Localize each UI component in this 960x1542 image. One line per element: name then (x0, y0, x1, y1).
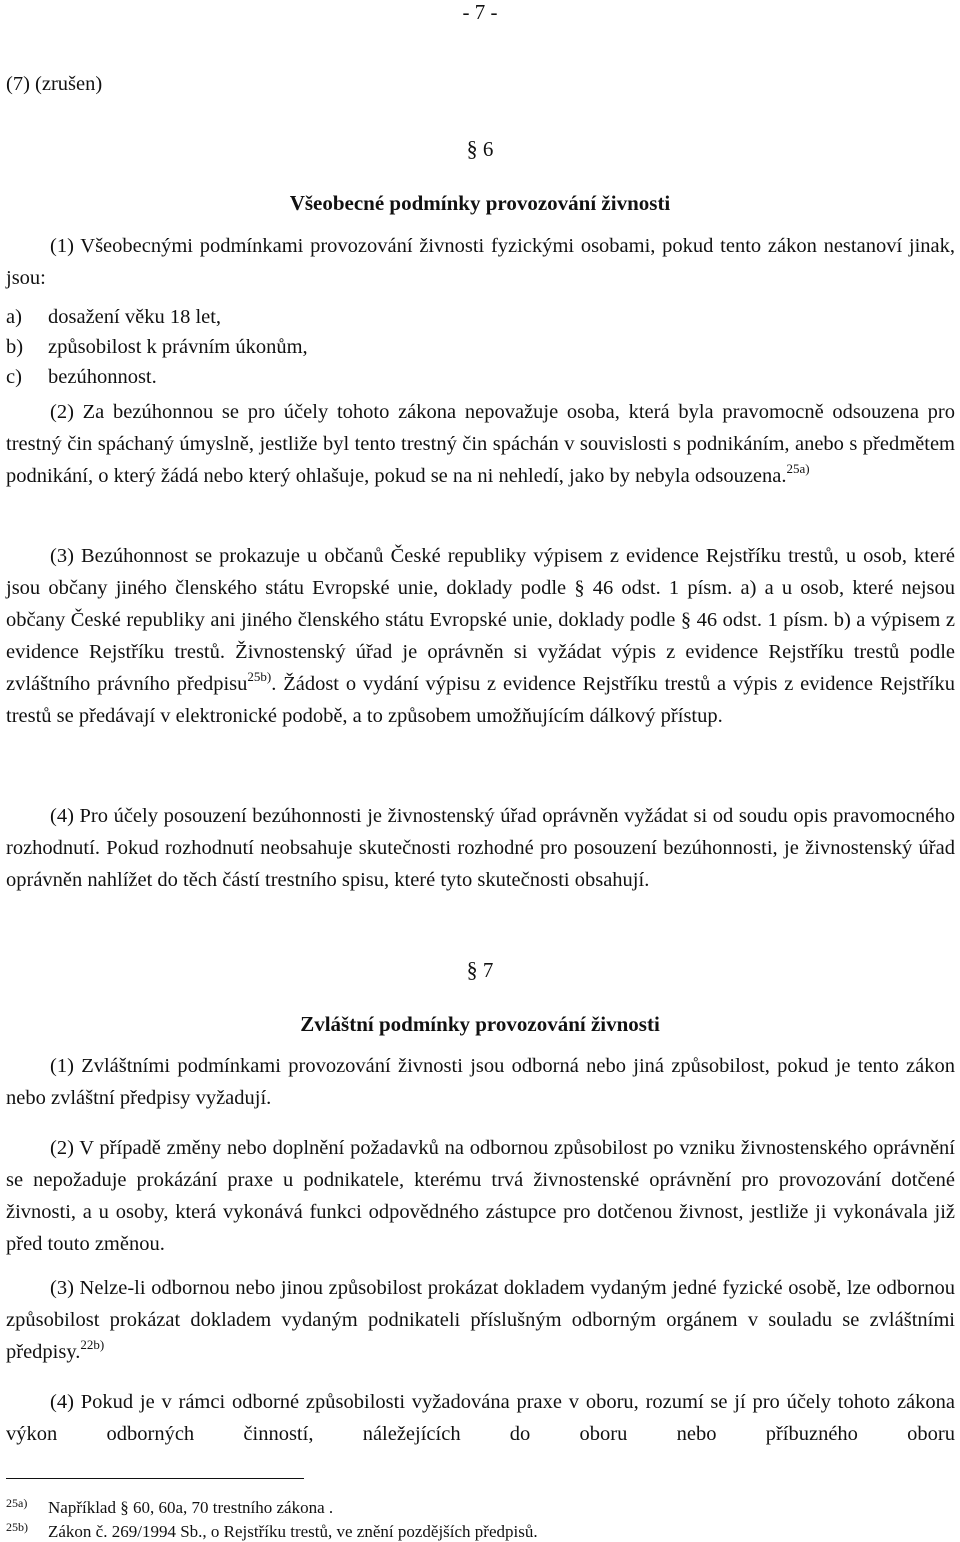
list-item (6, 362, 157, 392)
section-6-number (0, 136, 960, 162)
s7-paragraph-3 (6, 1272, 955, 1368)
footnote-reference: 25a) (786, 461, 810, 476)
s6-paragraph-3-text-b: . Žádost o vydání výpisu z evidence Rejstříku trestů a výpis z evidence Rejstříku trestů se předávají v elektronické podobě, a to způsobem umožňujícím dálkový přístup. (6, 673, 955, 727)
list-item-label: c) (6, 366, 22, 388)
section-6-title: Všeobecné podmínky provozování živnosti (289, 191, 671, 215)
list-item (6, 332, 308, 362)
s6-paragraph-2-text: (2) Za bezúhonnou se pro účely tohoto zákona nepovažuje osoba, která byla pravomocně odsouzena pro trestný čin spáchaný úmyslně, jestliže byl tento trestný čin spáchán v souvislosti s podnikáním, anebo s předmětem podnikání, o který žádá nebo který ohlašuje, pokud se na ni nehledí, jako by nebyla odsouzena. (6, 401, 955, 487)
footnote-text: Například § 60, 60a, 70 trestního zákona . (48, 1498, 334, 1517)
footnote-separator (6, 1478, 304, 1479)
list-item (6, 302, 221, 332)
footnote-reference: 25b) (247, 669, 272, 684)
s7-paragraph-4: (4) Pokud je v rámci odborné způsobilosti vyžadována praxe v oboru, rozumí se jí pro účely tohoto zákona výkon odborných činností, náležejících do oboru nebo příbuzného oboru (6, 1391, 955, 1445)
s6-paragraph-1: (1) Všeobecnými podmínkami provozování živnosti fyzickými osobami, pokud tento zákon nestanoví jinak, jsou: (6, 235, 955, 289)
s6-paragraph-3 (6, 540, 955, 732)
s6-paragraph-2 (6, 396, 955, 492)
s7-paragraph-2: (2) V případě změny nebo doplnění požadavků na odbornou způsobilost po vzniku živnostenského oprávnění se nepožaduje prokázání praxe u podnikatele, kterému trvá živnostenské oprávnění pro provozování dotčené živnosti, a u osoby, která vykonává funkci odpovědného zástupce pro dotčenou živnost, jestliže ji vykonávala již před touto změnou. (6, 1137, 955, 1255)
paragraph-7-repealed: (7) (zrušen) (6, 73, 103, 95)
section-7-number (0, 957, 960, 983)
page-number: - 7 - (462, 0, 498, 24)
section-sign: § (466, 957, 478, 982)
footnote-mark: 25a) (6, 1496, 28, 1510)
s6-paragraph-4: (4) Pro účely posouzení bezúhonnosti je živnostenský úřad oprávněn vyžádat si od soudu opis pravomocného rozhodnutí. Pokud rozhodnutí neobsahuje skutečnosti rozhodné pro posouzení bezúhonnosti, je živnostenský úřad oprávněn nahlížet do těch částí trestního spisu, které tyto skutečnosti obsahují. (6, 805, 955, 891)
s7-paragraph-1: (1) Zvláštními podmínkami provozování živnosti jsou odborná nebo jiná způsobilost, pokud je tento zákon nebo zvláštní předpisy vyžadují. (6, 1055, 955, 1109)
section-number: 7 (482, 958, 494, 982)
section-number: 6 (482, 137, 494, 161)
footnote-text: Zákon č. 269/1994 Sb., o Rejstříku trestů, ve znění pozdějších předpisů. (48, 1522, 538, 1541)
list-item-text: dosažení věku 18 let, (48, 306, 222, 328)
section-sign: § (466, 136, 478, 161)
footnote-mark: 25b) (6, 1520, 28, 1534)
list-item-label: b) (6, 336, 24, 358)
list-item-label: a) (6, 306, 22, 328)
s7-paragraph-3-text: (3) Nelze-li odbornou nebo jinou způsobilost prokázat dokladem vydaným jedné fyzické osobě, lze odbornou způsobilost prokázat dokladem vydaným podnikateli příslušným odborným orgánem v souladu se zvláštními předpisy. (6, 1277, 955, 1363)
footnote (6, 1517, 538, 1542)
section-7-title: Zvláštní podmínky provozování živnosti (300, 1012, 660, 1036)
s6-paragraph-3-text-a: (3) Bezúhonnost se prokazuje u občanů České republiky výpisem z evidence Rejstříku trestů, u osob, které jsou občany jiného členského státu Evropské unie, doklady podle § 46 odst. 1 písm. a) a u osob, které nejsou občany České republiky ani jiného členského státu Evropské unie, doklady podle § 46 odst. 1 písm. b) a výpisem z evidence Rejstříku trestů. Živnostenský úřad je oprávněn si vyžádat výpis z evidence Rejstříku trestů podle zvláštního právního předpisu (6, 545, 955, 695)
list-item-text: bezúhonnost. (48, 366, 157, 388)
footnote (6, 1493, 333, 1518)
list-item-text: způsobilost k právním úkonům, (48, 336, 308, 358)
footnote-reference: 22b) (80, 1337, 105, 1352)
